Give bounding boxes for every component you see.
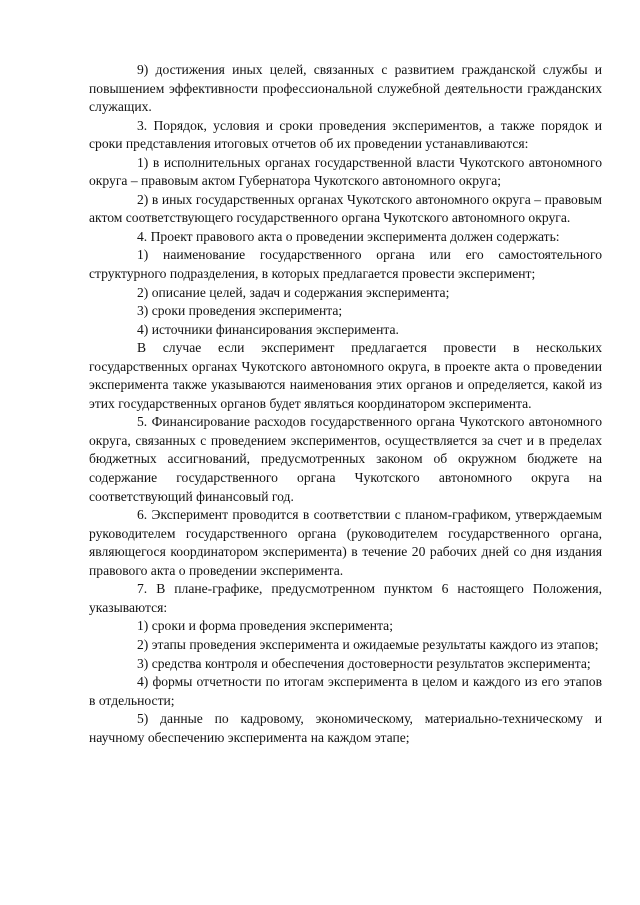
paragraph-section-4-item-1: 1) наименование государственного органа или его самостоятельного структурного подразделения, в которых предлагается провести эксперимент; bbox=[89, 247, 602, 282]
paragraph-section-4-item-3: 3) сроки проведения эксперимента; bbox=[137, 303, 343, 319]
paragraph-section-7-item-2: 2) этапы проведения эксперимента и ожидаемые результаты каждого из этапов; bbox=[137, 636, 599, 652]
paragraph-section-7: 7. В плане-графике, предусмотренном пунктом 6 настоящего Положения, указываются: bbox=[89, 581, 602, 615]
paragraph-section-6: 6. Эксперимент проводится в соответствии с планом-графиком, утверждаемым руководителем государственного органа (руководителем государственного органа, являющегося координатором эксперимента) в течение 20 рабочих дней со дня издания правового акта о проведении эксперимента. bbox=[89, 507, 602, 578]
document-body bbox=[89, 61, 602, 747]
paragraph-section-4-item-2: 2) описание целей, задач и содержания эксперимента; bbox=[137, 284, 450, 300]
paragraph-section-5: 5. Финансирование расходов государственного органа Чукотского автономного округа, связанных с проведением экспериментов, осуществляется за счет и в пределах бюджетных ассигнований, предусмотренных законом об окружном бюджете на содержание государственного органа Чукотского автономного округа на соответствующий финансовый год. bbox=[89, 414, 602, 504]
paragraph-section-3: 3. Порядок, условия и сроки проведения экспериментов, а также порядок и сроки представления итоговых отчетов об их проведении устанавливаются: bbox=[89, 117, 602, 152]
paragraph-section-7-item-1: 1) сроки и форма проведения эксперимента; bbox=[137, 618, 393, 634]
paragraph-section-7-item-3: 3) средства контроля и обеспечения достоверности результатов эксперимента; bbox=[137, 655, 591, 671]
paragraph-section-3-item-2: 2) в иных государственных органах Чукотского автономного округа – правовым актом соответствующего государственного органа Чукотского автономного округа. bbox=[89, 191, 602, 226]
paragraph-section-4-item-4: 4) источники финансирования эксперимента. bbox=[137, 321, 399, 337]
paragraph-section-4: 4. Проект правового акта о проведении эксперимента должен содержать: bbox=[137, 228, 560, 244]
paragraph-item-9-goals: 9) достижения иных целей, связанных с развитием гражданской службы и повышением эффективности профессиональной служебной деятельности гражданских служащих. bbox=[89, 62, 602, 115]
paragraph-section-7-item-4: 4) формы отчетности по итогам эксперимента в целом и каждого из его этапов в отдельности; bbox=[89, 674, 602, 708]
paragraph-section-4-note: В случае если эксперимент предлагается провести в нескольких государственных органах Чукотского автономного округа, в проекте акта о проведении эксперимента также указываются наименования этих органов и определяется, какой из этих государственных органов будет являться координатором эксперимента. bbox=[89, 340, 602, 411]
paragraph-section-3-item-1: 1) в исполнительных органах государственной власти Чукотского автономного округа – правовым актом Губернатора Чукотского автономного округа; bbox=[89, 154, 602, 189]
paragraph-section-7-item-5: 5) данные по кадровому, экономическому, материально-техническому и научному обеспечению эксперимента на каждом этапе; bbox=[89, 711, 602, 745]
